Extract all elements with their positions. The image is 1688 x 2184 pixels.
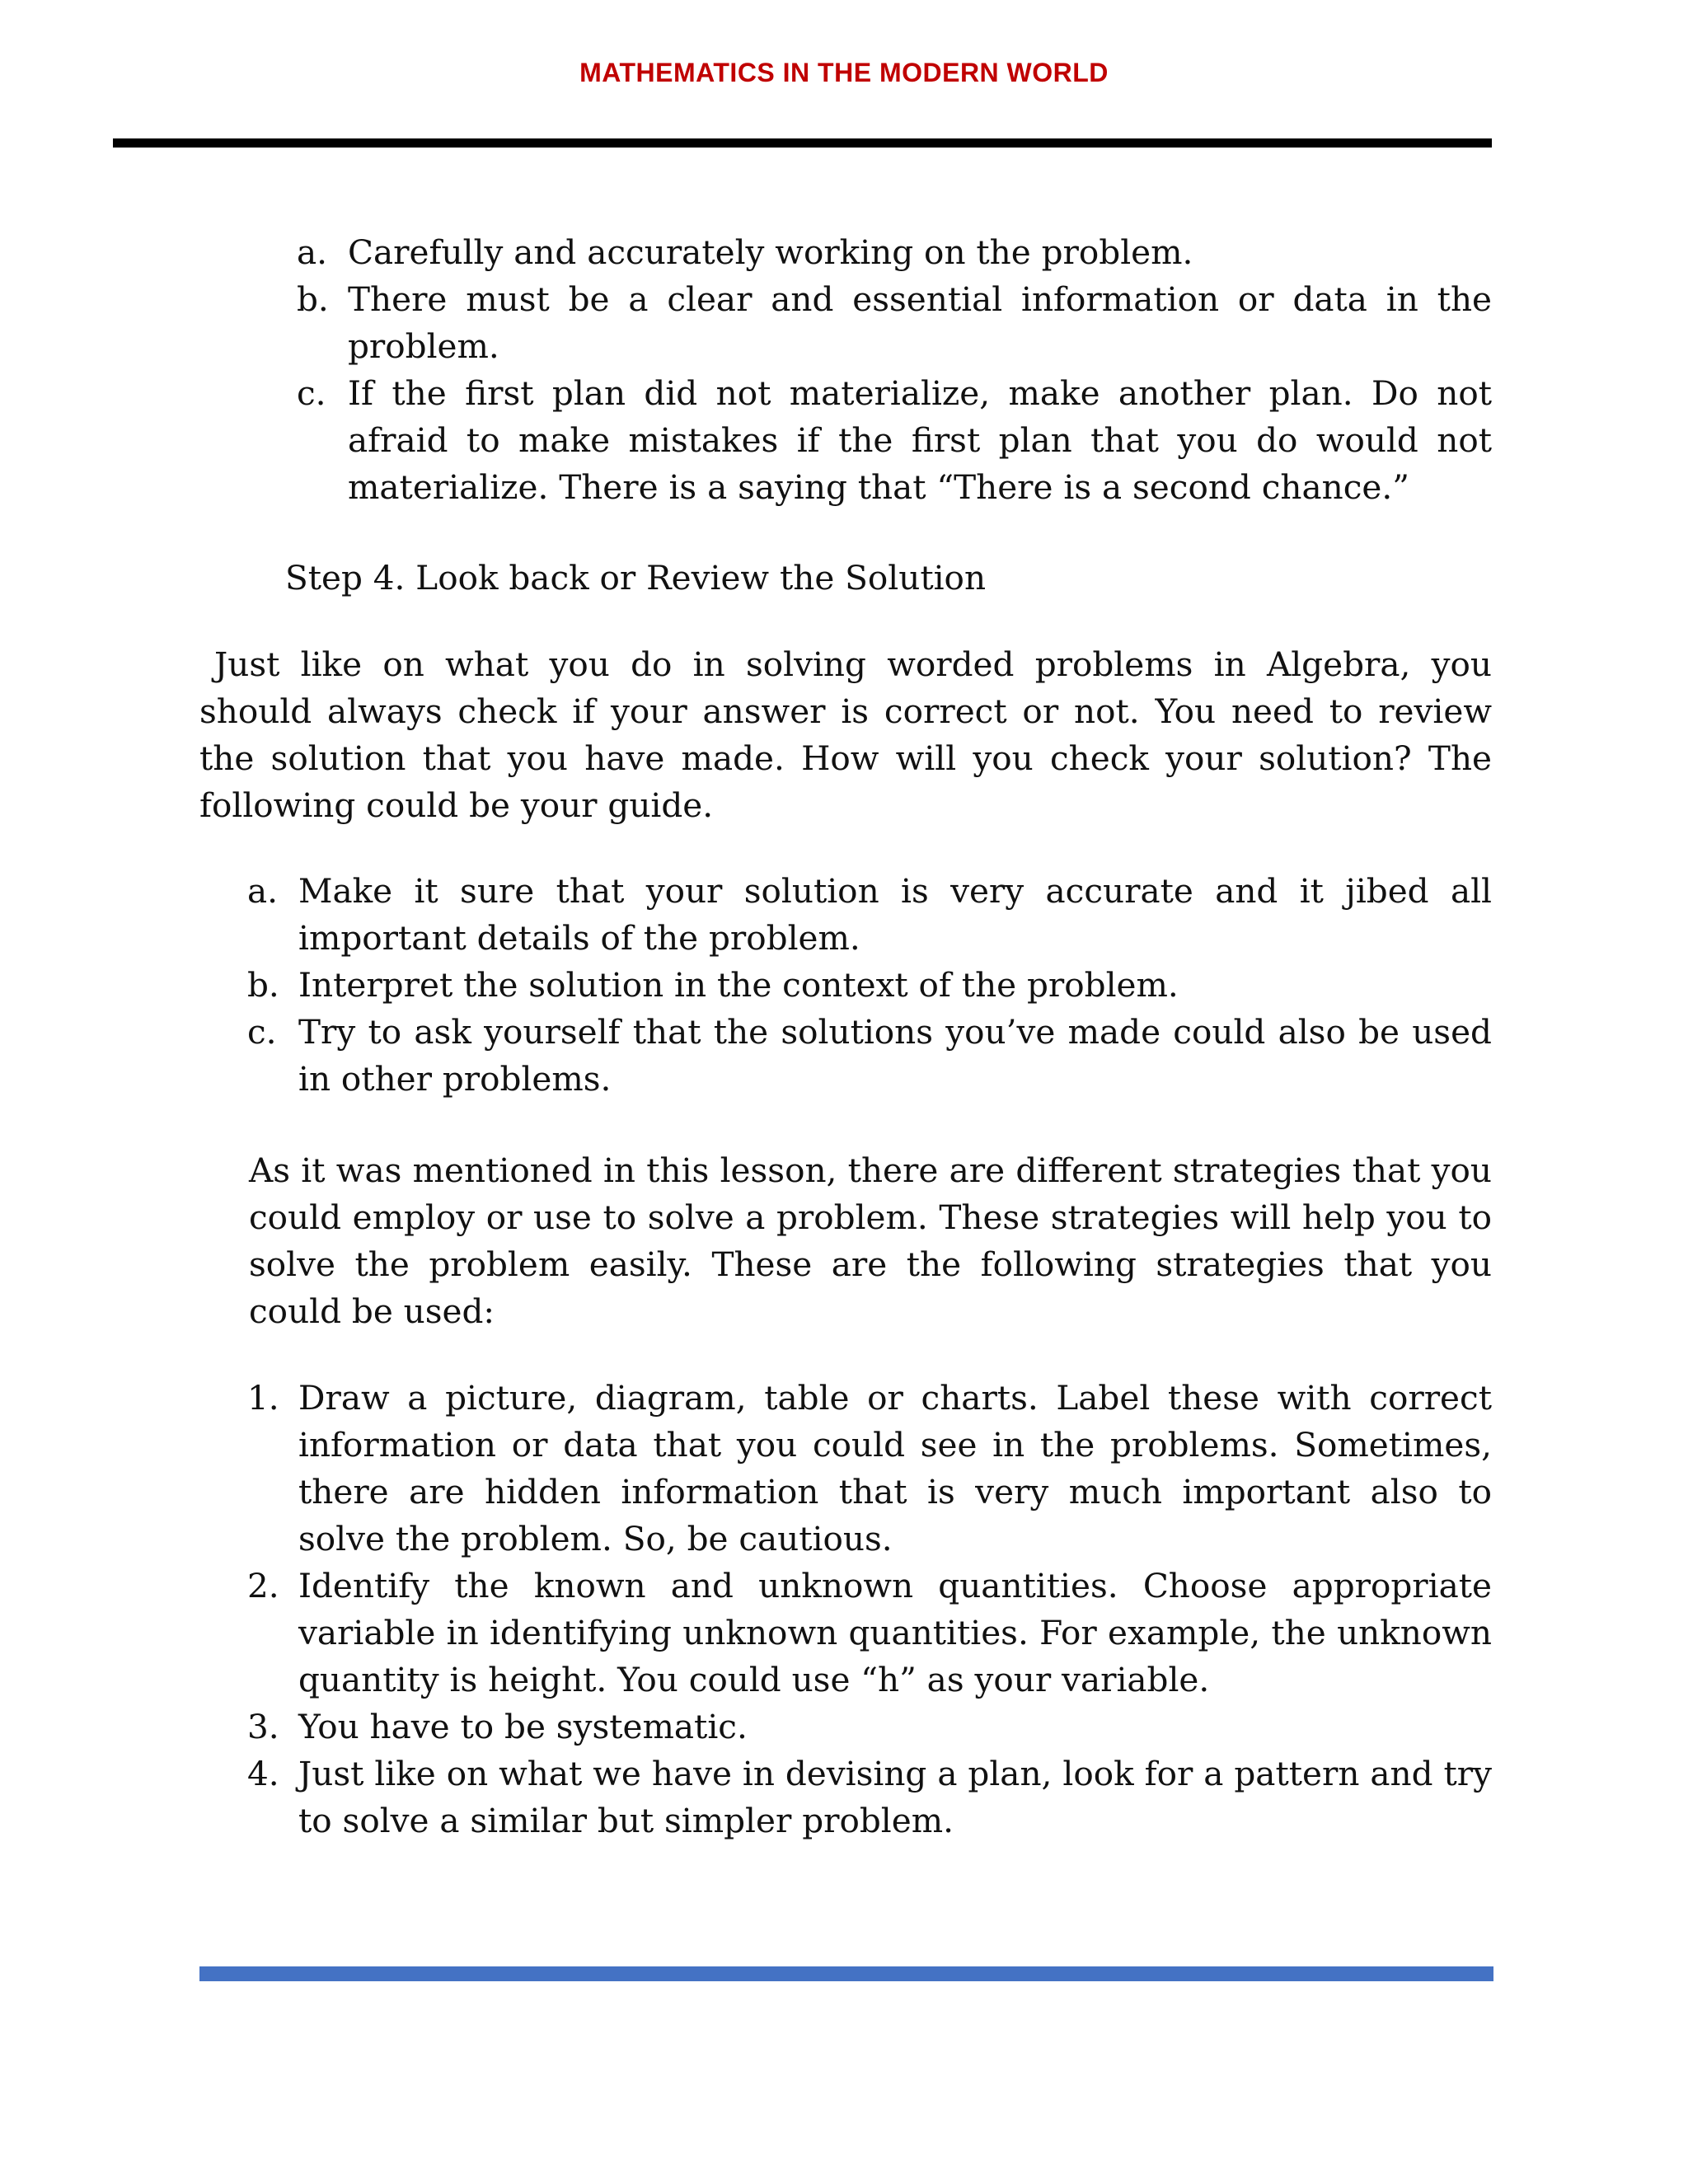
intro-paragraph: Just like on what you do in solving worded problems in Algebra, you should always check if your answer is correct or not. You need to review the solution that you have made. How will you check your solution? The following could be your guide. <box>199 644 1492 825</box>
list-marker: 1. <box>247 1378 279 1418</box>
list-item <box>297 370 1492 511</box>
list-item <box>247 1563 1492 1704</box>
list-item-text: If the first plan did not materialize, make another plan. Do not afraid to make mistakes if the first plan that you do would not materialize. There is a saying that “There is a second chance.” <box>348 373 1492 507</box>
list-marker: 3. <box>247 1707 279 1746</box>
list-item-text: Identify the known and unknown quantities. Choose appropriate variable in identifying unknown quantities. For example, the unknown quantity is height. You could use “h” as your variable. <box>298 1566 1492 1699</box>
list-item-text: Try to ask yourself that the solutions you’ve made could also be used in other problems. <box>298 1012 1492 1099</box>
list-marker: b. <box>247 965 279 1005</box>
footer-rule <box>199 1966 1493 1981</box>
header-rule <box>113 138 1492 148</box>
list-marker: a. <box>297 232 328 272</box>
list-item <box>247 1009 1492 1103</box>
list-item-text: Make it sure that your solution is very accurate and it jibed all important details of the problem. <box>298 871 1492 958</box>
list-item <box>247 962 1492 1009</box>
list-item-text: Interpret the solution in the context of the problem. <box>298 965 1179 1005</box>
list-item <box>247 1704 1492 1750</box>
list-item-text: Just like on what we have in devising a plan, look for a pattern and try to solve a similar but simpler problem. <box>298 1754 1492 1840</box>
list-item <box>247 1375 1492 1563</box>
list-item <box>247 1750 1492 1844</box>
list-item-text: There must be a clear and essential information or data in the problem. <box>348 279 1492 366</box>
step-heading: Step 4. Look back or Review the Solution <box>285 558 987 598</box>
list-marker: 4. <box>247 1754 279 1793</box>
checklist-step-3 <box>297 229 1492 511</box>
header-title: MATHEMATICS IN THE MODERN WORLD <box>579 58 1109 87</box>
list-item-text: Draw a picture, diagram, table or charts. Label these with correct information or data that you could see in the problems. Sometimes, there are hidden information that is very much important also to solve the problem. So, be cautious. <box>298 1378 1492 1558</box>
list-marker: 2. <box>247 1566 279 1605</box>
list-item-text: Carefully and accurately working on the problem. <box>348 232 1193 272</box>
list-item-text: You have to be systematic. <box>298 1707 748 1746</box>
list-marker: a. <box>247 871 279 911</box>
review-guide-list <box>247 868 1492 1103</box>
list-marker: c. <box>297 373 326 413</box>
list-item <box>297 276 1492 370</box>
list-item <box>297 229 1492 276</box>
list-marker: b. <box>297 279 329 319</box>
list-item <box>247 868 1492 962</box>
list-marker: c. <box>247 1012 277 1052</box>
strategies-paragraph: As it was mentioned in this lesson, there are different strategies that you could employ or use to solve a problem. These strategies will help you to solve the problem easily. These are the following strategies that you could be used: <box>249 1151 1492 1331</box>
strategies-list <box>247 1375 1492 1844</box>
